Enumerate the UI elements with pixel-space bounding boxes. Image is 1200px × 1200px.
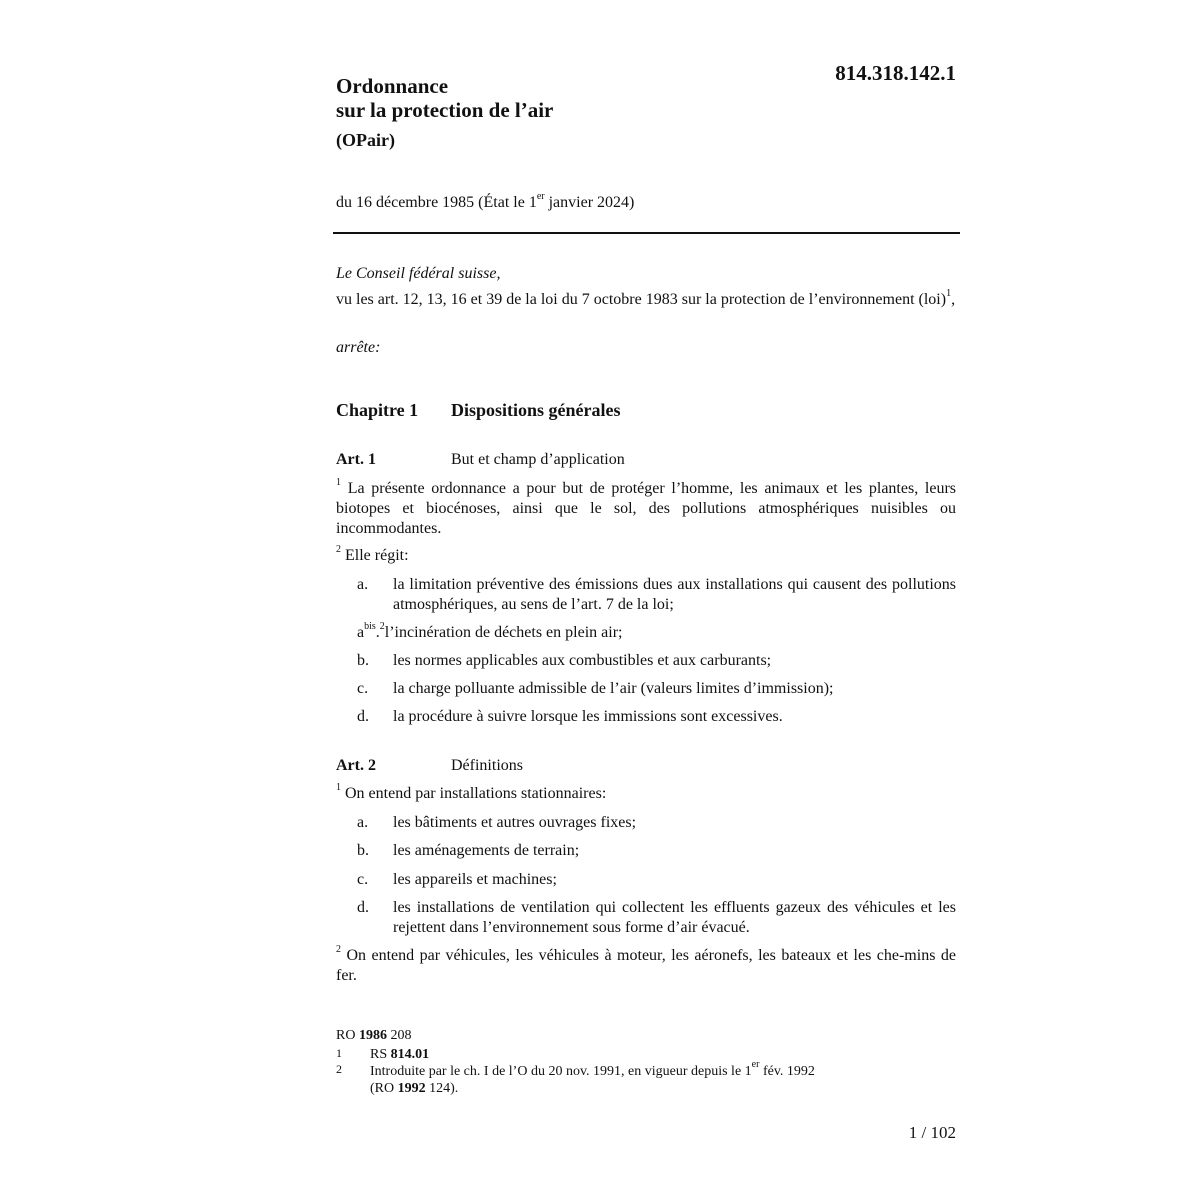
article-2-title: Définitions [451,757,523,774]
list-item: les bâtiments et autres ouvrages fixes; [393,814,637,831]
footnote-1-text: RS 814.01 [370,1047,430,1062]
chapter-title: Dispositions générales [451,400,621,420]
list-item-letter: a. [357,576,369,593]
article-1-paragraph-2: $^2$ Elle régit: [336,543,409,564]
list-item: la procédure à suivre lorsque les immissions sont excessives. [393,708,783,725]
footnote-2-text-line2: (RO 1992 124). [370,1081,459,1096]
header-divider [333,232,960,234]
footnote-ref-1[interactable]: 1 [946,287,952,299]
document-title-line1: Ordonnance [336,74,449,98]
document-title-line2: sur la protection de l’air [336,98,554,122]
article-1-number: Art. 1 [336,451,376,468]
list-item-abis: $a^{bis}.^2l’incinération$ de déchets en plein air; [357,620,623,641]
list-item-letter: c. [357,871,369,888]
footnote-ref-2[interactable]: 2 [379,620,385,632]
preamble-authority: Le Conseil fédéral suisse, [336,265,501,282]
list-item-letter: a. [357,814,369,831]
list-item-letter: d. [357,899,369,916]
article-1-paragraph-1: $^1$ La présente ordonnance a pour but de protéger l’homme, les animaux et les plantes, leurs biotopes et biocénoses, ainsi que le sol, des pollutions atmosphériques nuisibles ou incommodantes. [336,476,956,537]
list-item: la charge polluante admissible de l’air (valeurs limites d’immission); [393,680,834,697]
chapter-label: Chapitre 1 [336,400,419,420]
footnote-1-number: 1 [336,1046,342,1060]
preamble-basis: vu les art. 12, 13, 16 et 39 de la loi du 7 octobre 1983 sur la protection de l’environnement (loi)$^1$, [336,287,956,308]
list-item: la limitation préventive des émissions dues aux installations qui causent des pollutions atmosphériques, au sens de l’art. 7 de la loi; [393,576,956,613]
list-item-letter: c. [357,680,369,697]
preamble-decree: arrête: [336,339,381,356]
chapter-heading [336,399,621,421]
list-item: les normes applicables aux combustibles et aux carburants; [393,652,772,669]
article-2-paragraph-2: $^2$ On entend par véhicules, les véhicules à moteur, les aéronefs, les bateaux et les che-mins de fer. [336,943,956,984]
article-1-title: But et champ d’application [451,451,625,468]
sr-number: 814.318.142.1 [835,61,956,85]
list-item-letter: d. [357,708,369,725]
article-2-number: Art. 2 [336,757,376,774]
footnote-2-text-line1: Introduite par le ch. I de l’O du 20 nov. 1991, en vigueur depuis le 1er fév. 1992 [370,1059,815,1079]
document-abbreviation: (OPair) [336,130,395,150]
document-date: du 16 décembre 1985 (État le 1er janvier 2024) [336,190,635,211]
publication-reference: RO 1986 208 [336,1028,412,1043]
article-2-paragraph-1: $^1$ On entend par installations stationnaires: [336,781,607,802]
page-number: 1 / 102 [908,1123,956,1142]
list-item: les installations de ventilation qui collectent les effluents gazeux des véhicules et les rejettent dans l’environnement sous forme d’air évacué. [393,899,956,936]
list-item: les appareils et machines; [393,871,557,888]
list-item-letter: b. [357,842,369,859]
list-item-letter: b. [357,652,369,669]
footnote-2-number: 2 [336,1062,342,1076]
list-item: les aménagements de terrain; [393,842,580,859]
